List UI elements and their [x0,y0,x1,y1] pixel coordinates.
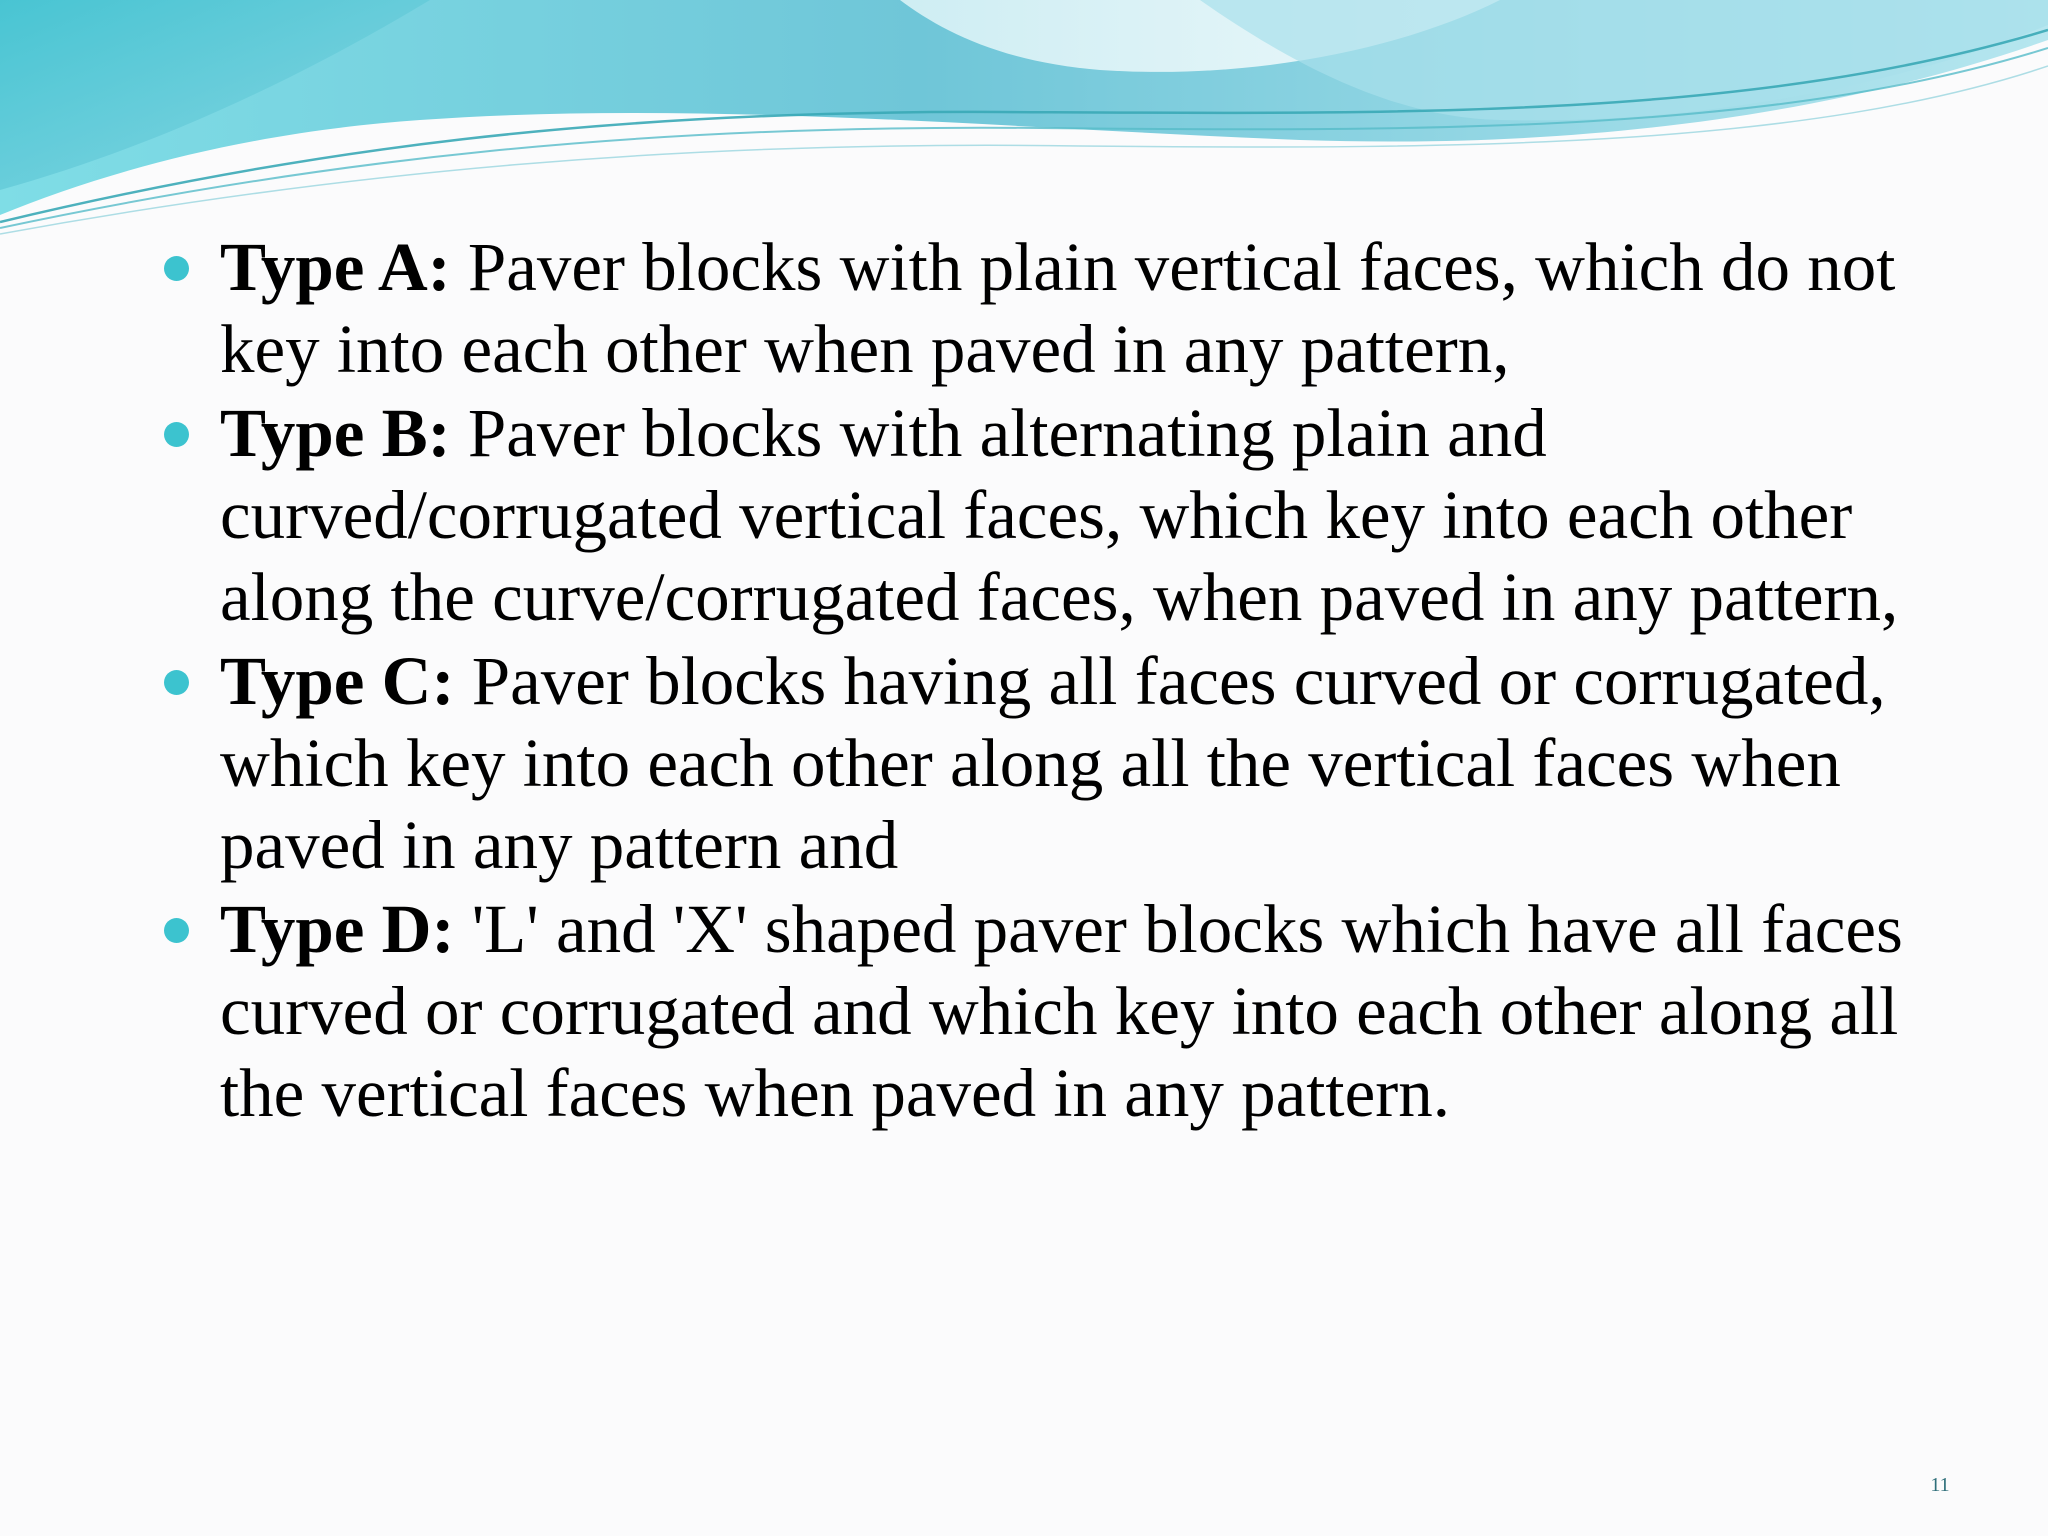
bullet-item-type-d [160,888,1940,1134]
bullet-text: 'L' and 'X' shaped paver blocks which have all faces curved or corrugated and which key into each other along all the vertical faces when paved in any pattern. [220,891,1903,1131]
bullet-item-type-b [160,392,1940,638]
bullet-label: Type D: [220,891,455,967]
bullet-dot-icon [164,256,189,281]
bullet-text: Paver blocks with alternating plain and curved/corrugated vertical faces, which key into each other along the curve/corrugated faces, when paved in any pattern, [220,395,1899,635]
bullet-item-type-a [160,226,1940,390]
bullet-dot-icon [164,670,189,695]
bullet-text: Paver blocks with plain vertical faces, which do not key into each other when paved in any pattern, [220,229,1896,387]
decorative-wave-header [0,0,2048,240]
bullet-label: Type C: [220,643,455,719]
bullet-dot-icon [164,422,189,447]
bullet-label: Type A: [220,229,451,305]
bullet-item-type-c [160,640,1940,886]
bullet-list [160,226,1940,1134]
bullet-text: Paver blocks having all faces curved or corrugated, which key into each other along all the vertical faces when paved in any pattern and [220,643,1886,883]
bullet-dot-icon [164,918,189,943]
page-number: 11 [1930,1474,1950,1496]
content-area [160,226,1940,1136]
bullet-label: Type B: [220,395,451,471]
